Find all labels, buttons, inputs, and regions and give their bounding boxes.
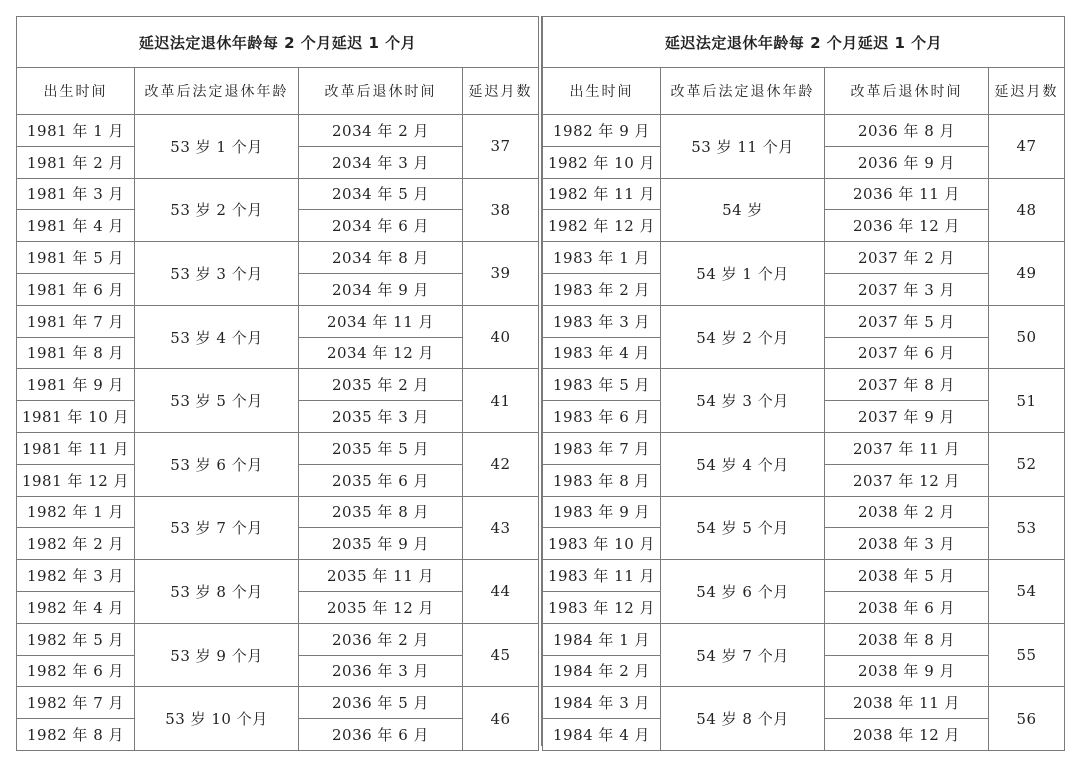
retirement-age-cell: 53 岁 4 个月 xyxy=(135,305,299,369)
retirement-time-cell: 2038 年 11 月 xyxy=(825,687,989,719)
table-row xyxy=(17,687,539,719)
header-retirement-time: 改革后退休时间 xyxy=(825,68,989,115)
retirement-time-cell: 2038 年 9 月 xyxy=(825,655,989,687)
birth-time-cell: 1981 年 5 月 xyxy=(17,242,135,274)
table-row xyxy=(17,623,539,655)
retirement-age-cell: 53 岁 2 个月 xyxy=(135,178,299,242)
birth-time-cell: 1982 年 7 月 xyxy=(17,687,135,719)
delay-months-cell: 54 xyxy=(989,560,1065,624)
birth-time-cell: 1981 年 9 月 xyxy=(17,369,135,401)
retirement-time-cell: 2037 年 6 月 xyxy=(825,337,989,369)
delay-months-cell: 39 xyxy=(463,242,539,306)
table-row xyxy=(543,623,1065,655)
retirement-schedule-sheet xyxy=(16,16,1064,746)
delay-months-cell: 45 xyxy=(463,623,539,687)
birth-time-cell: 1982 年 6 月 xyxy=(17,655,135,687)
table-row xyxy=(543,496,1065,528)
header-delay-months: 延迟月数 xyxy=(989,68,1065,115)
birth-time-cell: 1983 年 11 月 xyxy=(543,560,661,592)
header-delay-months: 延迟月数 xyxy=(463,68,539,115)
retirement-time-cell: 2034 年 8 月 xyxy=(299,242,463,274)
birth-time-cell: 1983 年 9 月 xyxy=(543,496,661,528)
delay-months-cell: 51 xyxy=(989,369,1065,433)
birth-time-cell: 1982 年 9 月 xyxy=(543,115,661,147)
table-row xyxy=(543,305,1065,337)
delay-months-cell: 52 xyxy=(989,432,1065,496)
delay-months-cell: 42 xyxy=(463,432,539,496)
retirement-time-cell: 2038 年 3 月 xyxy=(825,528,989,560)
birth-time-cell: 1984 年 1 月 xyxy=(543,623,661,655)
birth-time-cell: 1981 年 2 月 xyxy=(17,146,135,178)
birth-time-cell: 1983 年 1 月 xyxy=(543,242,661,274)
table-row xyxy=(17,305,539,337)
retirement-time-cell: 2034 年 11 月 xyxy=(299,305,463,337)
retirement-time-cell: 2036 年 6 月 xyxy=(299,719,463,751)
retirement-time-cell: 2037 年 3 月 xyxy=(825,273,989,305)
retirement-age-cell: 53 岁 8 个月 xyxy=(135,560,299,624)
retirement-time-cell: 2037 年 5 月 xyxy=(825,305,989,337)
retirement-age-cell: 53 岁 5 个月 xyxy=(135,369,299,433)
retirement-time-cell: 2038 年 5 月 xyxy=(825,560,989,592)
table-row xyxy=(543,432,1065,464)
retirement-time-cell: 2034 年 5 月 xyxy=(299,178,463,210)
birth-time-cell: 1981 年 8 月 xyxy=(17,337,135,369)
table-row xyxy=(17,432,539,464)
retirement-time-cell: 2037 年 9 月 xyxy=(825,401,989,433)
birth-time-cell: 1983 年 10 月 xyxy=(543,528,661,560)
table-row xyxy=(543,687,1065,719)
retirement-time-cell: 2034 年 3 月 xyxy=(299,146,463,178)
retirement-time-cell: 2036 年 11 月 xyxy=(825,178,989,210)
center-double-divider xyxy=(538,16,542,746)
delay-months-cell: 48 xyxy=(989,178,1065,242)
retirement-time-cell: 2034 年 9 月 xyxy=(299,273,463,305)
birth-time-cell: 1983 年 8 月 xyxy=(543,464,661,496)
table-row xyxy=(543,369,1065,401)
delay-months-cell: 37 xyxy=(463,115,539,179)
birth-time-cell: 1981 年 3 月 xyxy=(17,178,135,210)
birth-time-cell: 1981 年 11 月 xyxy=(17,432,135,464)
birth-time-cell: 1981 年 6 月 xyxy=(17,273,135,305)
birth-time-cell: 1982 年 5 月 xyxy=(17,623,135,655)
retirement-age-cell: 53 岁 9 个月 xyxy=(135,623,299,687)
table-row xyxy=(543,242,1065,274)
birth-time-cell: 1984 年 4 月 xyxy=(543,719,661,751)
retirement-time-cell: 2038 年 8 月 xyxy=(825,623,989,655)
retirement-time-cell: 2037 年 8 月 xyxy=(825,369,989,401)
retirement-age-cell: 53 岁 3 个月 xyxy=(135,242,299,306)
table-row xyxy=(17,560,539,592)
birth-time-cell: 1982 年 10 月 xyxy=(543,146,661,178)
retirement-time-cell: 2036 年 3 月 xyxy=(299,655,463,687)
retirement-time-cell: 2035 年 5 月 xyxy=(299,432,463,464)
header-birth-time: 出生时间 xyxy=(543,68,661,115)
birth-time-cell: 1984 年 3 月 xyxy=(543,687,661,719)
birth-time-cell: 1983 年 12 月 xyxy=(543,591,661,623)
retirement-time-cell: 2035 年 8 月 xyxy=(299,496,463,528)
header-birth-time: 出生时间 xyxy=(17,68,135,115)
table-row xyxy=(17,242,539,274)
retirement-time-cell: 2035 年 9 月 xyxy=(299,528,463,560)
retirement-age-cell: 54 岁 8 个月 xyxy=(661,687,825,751)
retirement-age-cell: 54 岁 1 个月 xyxy=(661,242,825,306)
birth-time-cell: 1983 年 3 月 xyxy=(543,305,661,337)
birth-time-cell: 1982 年 2 月 xyxy=(17,528,135,560)
birth-time-cell: 1982 年 1 月 xyxy=(17,496,135,528)
retirement-age-cell: 53 岁 11 个月 xyxy=(661,115,825,179)
delay-months-cell: 46 xyxy=(463,687,539,751)
retirement-time-cell: 2035 年 12 月 xyxy=(299,591,463,623)
retirement-time-cell: 2038 年 12 月 xyxy=(825,719,989,751)
header-retirement-age: 改革后法定退休年龄 xyxy=(661,68,825,115)
delay-months-cell: 55 xyxy=(989,623,1065,687)
retirement-time-cell: 2034 年 12 月 xyxy=(299,337,463,369)
delay-months-cell: 50 xyxy=(989,305,1065,369)
retirement-age-cell: 54 岁 4 个月 xyxy=(661,432,825,496)
retirement-time-cell: 2038 年 6 月 xyxy=(825,591,989,623)
birth-time-cell: 1983 年 2 月 xyxy=(543,273,661,305)
table-body xyxy=(543,115,1065,751)
retirement-age-cell: 54 岁 3 个月 xyxy=(661,369,825,433)
retirement-time-cell: 2035 年 6 月 xyxy=(299,464,463,496)
retirement-age-cell: 54 岁 7 个月 xyxy=(661,623,825,687)
retirement-time-cell: 2038 年 2 月 xyxy=(825,496,989,528)
table-title: 延迟法定退休年龄每 2 个月延迟 1 个月 xyxy=(543,17,1065,68)
retirement-age-cell: 53 岁 10 个月 xyxy=(135,687,299,751)
retirement-time-cell: 2037 年 12 月 xyxy=(825,464,989,496)
retirement-time-cell: 2034 年 2 月 xyxy=(299,115,463,147)
retirement-time-cell: 2034 年 6 月 xyxy=(299,210,463,242)
birth-time-cell: 1983 年 5 月 xyxy=(543,369,661,401)
retirement-time-cell: 2035 年 11 月 xyxy=(299,560,463,592)
delay-months-cell: 40 xyxy=(463,305,539,369)
table-row xyxy=(17,115,539,147)
birth-time-cell: 1982 年 3 月 xyxy=(17,560,135,592)
table-row xyxy=(17,369,539,401)
retirement-time-cell: 2035 年 2 月 xyxy=(299,369,463,401)
header-retirement-age: 改革后法定退休年龄 xyxy=(135,68,299,115)
right-table-panel xyxy=(542,16,1064,746)
delay-months-cell: 43 xyxy=(463,496,539,560)
table-title: 延迟法定退休年龄每 2 个月延迟 1 个月 xyxy=(17,17,539,68)
table-row xyxy=(543,178,1065,210)
delay-months-cell: 44 xyxy=(463,560,539,624)
delay-months-cell: 56 xyxy=(989,687,1065,751)
birth-time-cell: 1982 年 12 月 xyxy=(543,210,661,242)
retirement-time-cell: 2036 年 12 月 xyxy=(825,210,989,242)
left-table-panel xyxy=(16,16,538,746)
retirement-age-cell: 54 岁 xyxy=(661,178,825,242)
birth-time-cell: 1984 年 2 月 xyxy=(543,655,661,687)
header-retirement-time: 改革后退休时间 xyxy=(299,68,463,115)
retirement-age-cell: 54 岁 2 个月 xyxy=(661,305,825,369)
right-retirement-table xyxy=(542,16,1065,751)
left-retirement-table xyxy=(16,16,539,751)
birth-time-cell: 1981 年 12 月 xyxy=(17,464,135,496)
retirement-time-cell: 2036 年 9 月 xyxy=(825,146,989,178)
birth-time-cell: 1983 年 7 月 xyxy=(543,432,661,464)
retirement-age-cell: 54 岁 5 个月 xyxy=(661,496,825,560)
birth-time-cell: 1983 年 6 月 xyxy=(543,401,661,433)
birth-time-cell: 1982 年 11 月 xyxy=(543,178,661,210)
retirement-time-cell: 2037 年 11 月 xyxy=(825,432,989,464)
retirement-time-cell: 2037 年 2 月 xyxy=(825,242,989,274)
retirement-time-cell: 2036 年 5 月 xyxy=(299,687,463,719)
table-row xyxy=(17,496,539,528)
birth-time-cell: 1981 年 1 月 xyxy=(17,115,135,147)
retirement-age-cell: 53 岁 7 个月 xyxy=(135,496,299,560)
table-row xyxy=(543,560,1065,592)
delay-months-cell: 38 xyxy=(463,178,539,242)
birth-time-cell: 1981 年 10 月 xyxy=(17,401,135,433)
retirement-time-cell: 2035 年 3 月 xyxy=(299,401,463,433)
retirement-age-cell: 53 岁 6 个月 xyxy=(135,432,299,496)
table-row xyxy=(17,178,539,210)
retirement-time-cell: 2036 年 8 月 xyxy=(825,115,989,147)
birth-time-cell: 1982 年 8 月 xyxy=(17,719,135,751)
retirement-age-cell: 54 岁 6 个月 xyxy=(661,560,825,624)
birth-time-cell: 1983 年 4 月 xyxy=(543,337,661,369)
retirement-age-cell: 53 岁 1 个月 xyxy=(135,115,299,179)
birth-time-cell: 1981 年 4 月 xyxy=(17,210,135,242)
delay-months-cell: 47 xyxy=(989,115,1065,179)
delay-months-cell: 53 xyxy=(989,496,1065,560)
birth-time-cell: 1982 年 4 月 xyxy=(17,591,135,623)
retirement-time-cell: 2036 年 2 月 xyxy=(299,623,463,655)
birth-time-cell: 1981 年 7 月 xyxy=(17,305,135,337)
table-row xyxy=(543,115,1065,147)
delay-months-cell: 41 xyxy=(463,369,539,433)
delay-months-cell: 49 xyxy=(989,242,1065,306)
table-body xyxy=(17,115,539,751)
